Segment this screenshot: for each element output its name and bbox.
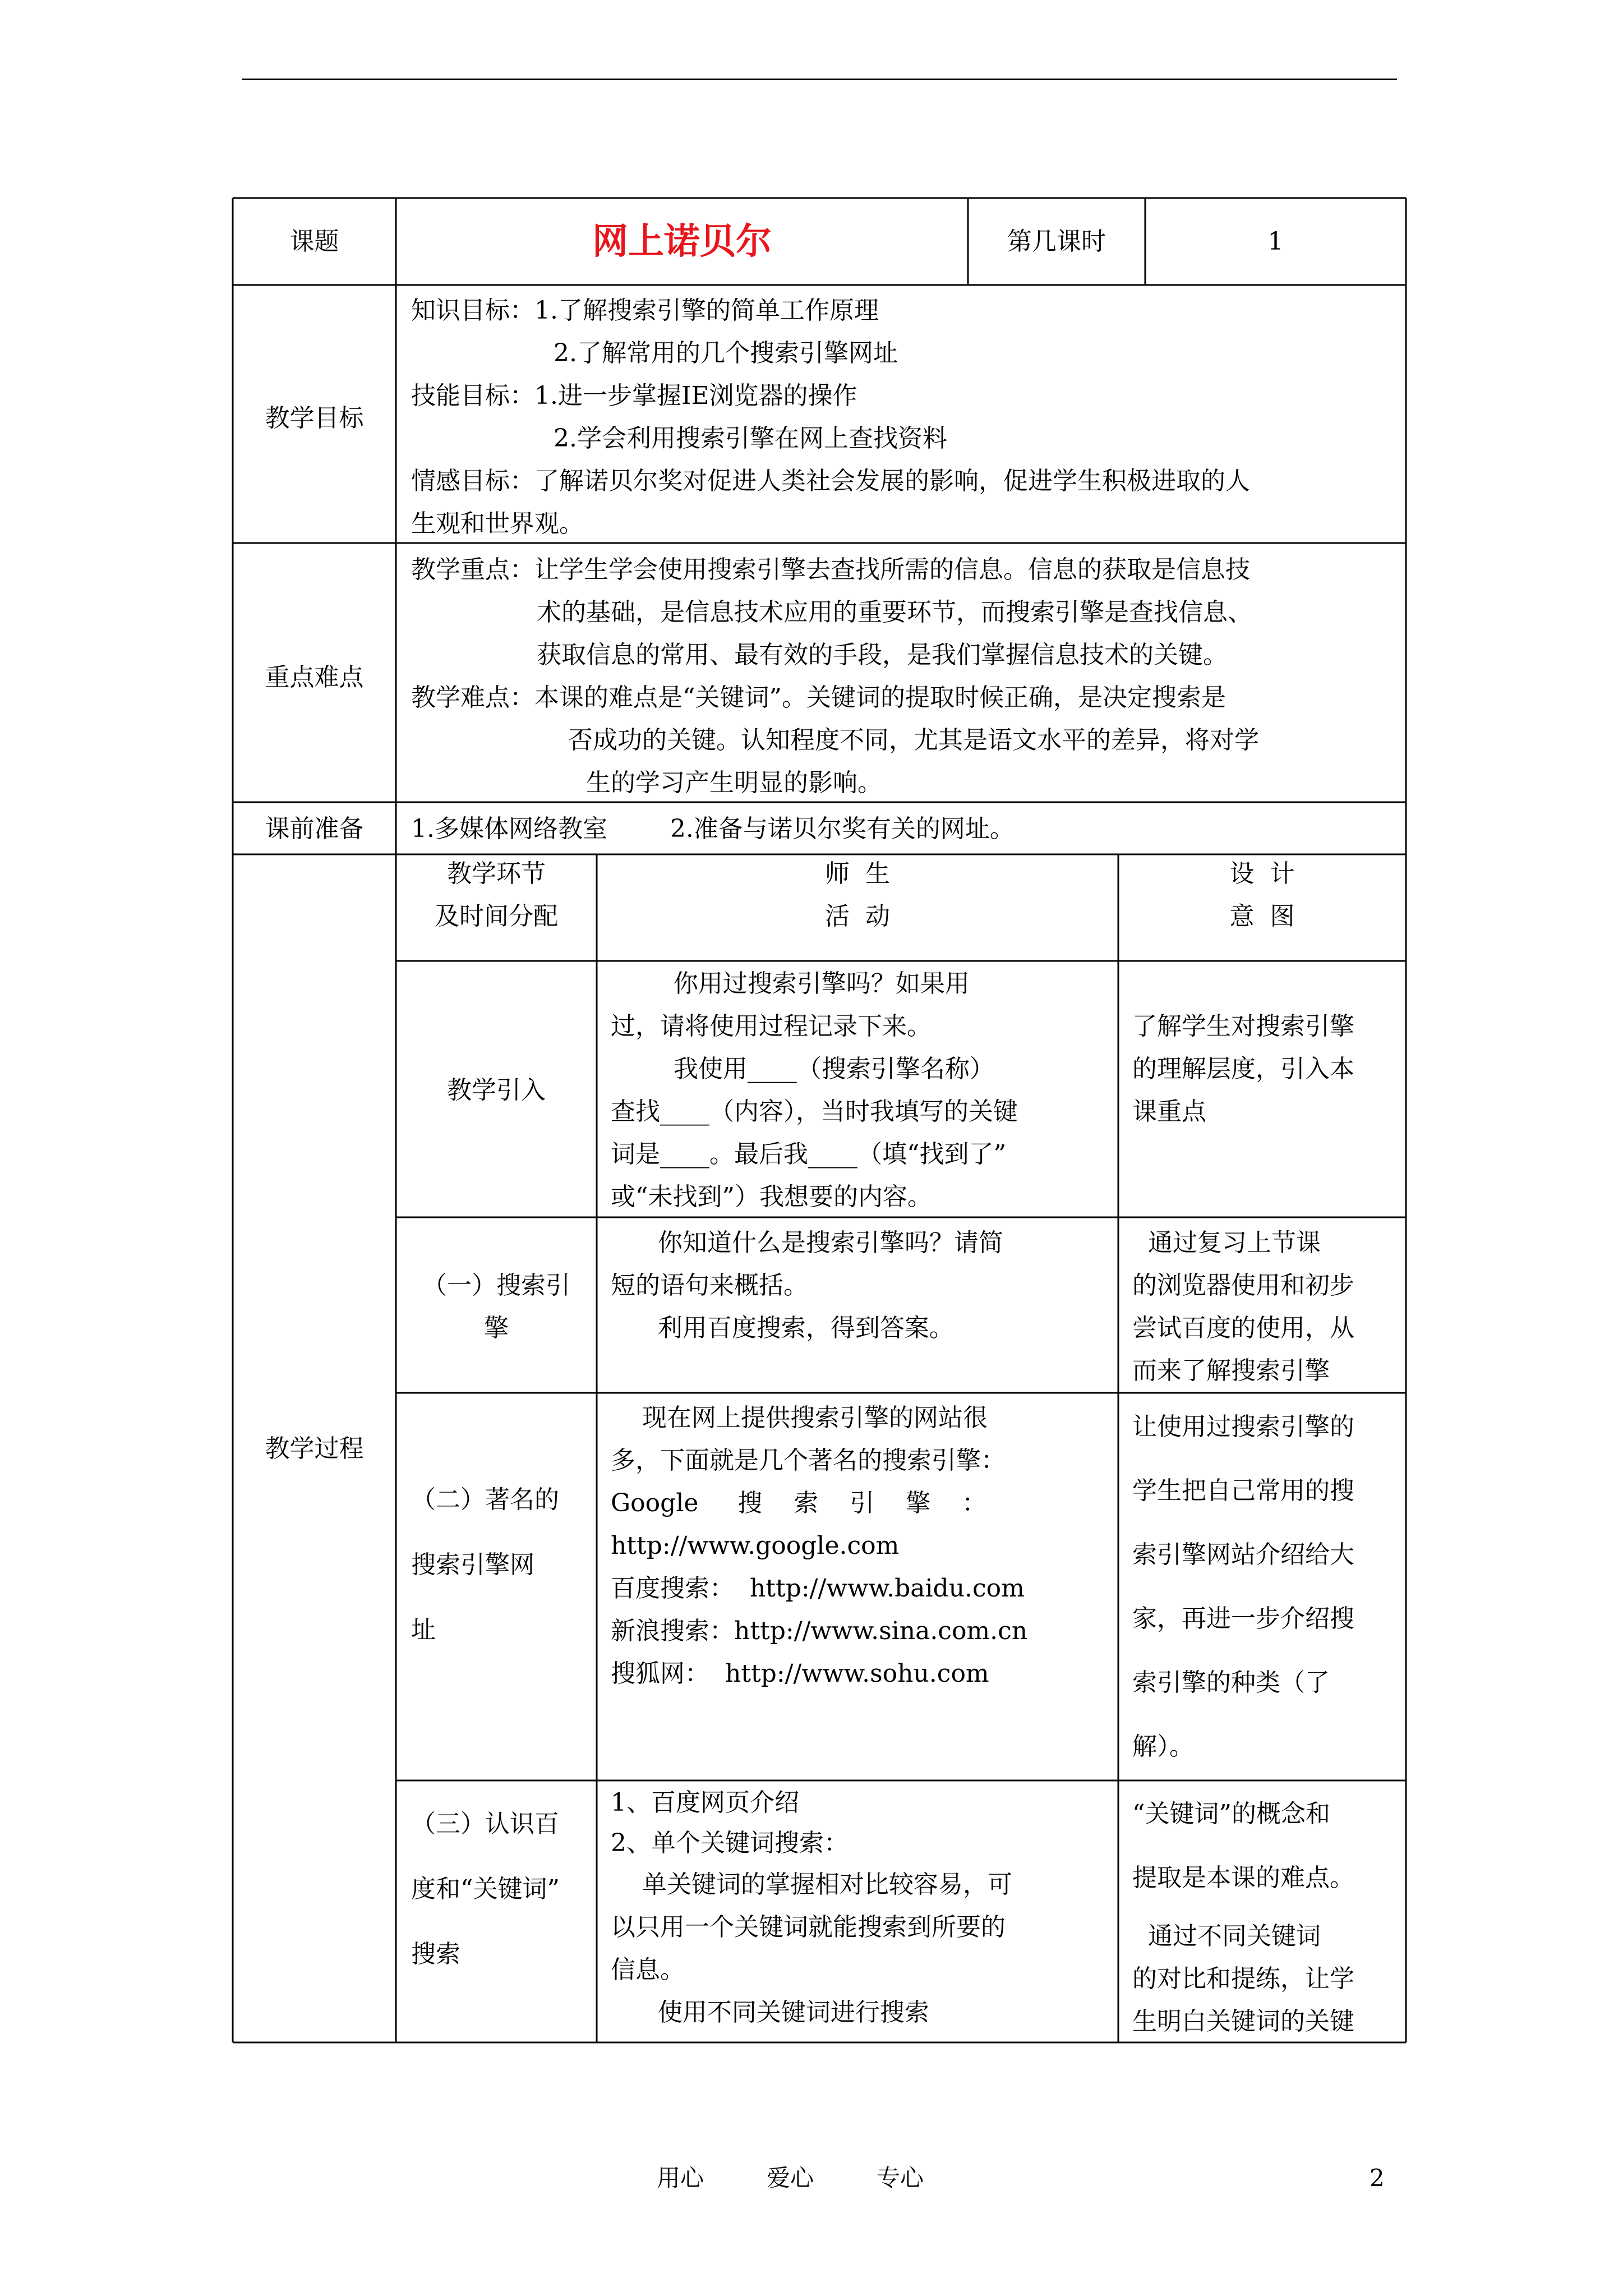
intent-line: 的浏览器使用和初步 [1132, 1271, 1354, 1300]
preparation-label: 课前准备 [265, 815, 364, 843]
key-point-line: 生的学习产生明显的影响。 [586, 769, 882, 797]
activity-line: 我使用____（搜索引擎名称） [611, 1055, 994, 1083]
stage-cell: （一）搜索引 [422, 1271, 570, 1300]
activity-line: 现在网上提供搜索引擎的网站很 [611, 1404, 988, 1432]
header-rule [242, 79, 1397, 80]
activity-line: 过，请将使用过程记录下来。 [611, 1012, 932, 1041]
intent-line: 通过不同关键词 [1132, 1922, 1321, 1950]
intent-header: 设 计 [1229, 859, 1295, 888]
key-point-line: 术的基础，是信息技术应用的重要环节，而搜索引擎是查找信息、 [537, 598, 1252, 627]
intent-line: 生明白关键词的关键 [1132, 2007, 1354, 2036]
objective-line: 知识目标：1.了解搜索引擎的简单工作原理 [411, 296, 879, 325]
intent-line: 索引擎的种类（了 [1132, 1668, 1330, 1697]
activity-line: 你知道什么是搜索引擎吗？请简 [611, 1228, 1003, 1257]
objective-line: 技能目标：1.进一步掌握IE浏览器的操作 [411, 381, 857, 410]
topic-label: 课题 [289, 227, 339, 256]
activity-header: 活 动 [825, 902, 890, 931]
intent-line: 了解学生对搜索引擎 [1132, 1012, 1354, 1041]
activity-line: 或“未找到”）我想要的内容。 [611, 1182, 932, 1211]
lesson-label: 第几课时 [1007, 227, 1106, 256]
intent-line: “关键词”的概念和 [1132, 1800, 1330, 1828]
stage-header: 教学环节 [447, 859, 546, 888]
objective-line: 生观和世界观。 [411, 509, 584, 538]
intent-line: 索引擎网站介绍给大 [1132, 1540, 1354, 1569]
objective-line: 2.学会利用搜索引擎在网上查找资料 [554, 424, 947, 453]
intent-header: 意 图 [1229, 902, 1295, 931]
intent-line: 让使用过搜索引擎的 [1132, 1412, 1354, 1441]
objectives-label: 教学目标 [265, 404, 364, 432]
activity-line: 以只用一个关键词就能搜索到所要的 [611, 1913, 1006, 1941]
stage-cell: 搜索引擎网 [411, 1550, 534, 1579]
activity-line: http://www.google.com [611, 1531, 900, 1560]
activity-line: 百度搜索： http://www.baidu.com [611, 1574, 1025, 1603]
stage-cell: 搜索 [411, 1940, 460, 1968]
intent-line: 家，再进一步介绍搜 [1132, 1604, 1354, 1633]
page-title: 网上诺贝尔 [592, 220, 772, 263]
activity-line: 使用不同关键词进行搜索 [611, 1998, 929, 2027]
key-point-line: 获取信息的常用、最有效的手段，是我们掌握信息技术的关键。 [537, 641, 1228, 669]
footer-motto: 爱心 [767, 2164, 814, 2192]
objective-line: 2.了解常用的几个搜索引擎网址 [554, 339, 898, 367]
key-points-label: 重点难点 [265, 663, 364, 692]
preparation-text: 1.多媒体网络教室 2.准备与诺贝尔奖有关的网址。 [411, 815, 1015, 843]
activity-line: 查找____（内容），当时我填写的关键 [611, 1097, 1018, 1126]
lesson-number: 1 [1267, 227, 1284, 256]
process-label: 教学过程 [265, 1434, 364, 1463]
intent-line: 尝试百度的使用，从 [1132, 1314, 1354, 1342]
activity-line: 信息。 [611, 1955, 685, 1984]
intent-line: 而来了解搜索引擎 [1132, 1356, 1330, 1385]
page-number: 2 [1370, 2164, 1385, 2192]
activity-line: 短的语句来概括。 [611, 1271, 808, 1300]
intent-line: 课重点 [1132, 1097, 1206, 1126]
activity-line: 你用过搜索引擎吗？如果用 [611, 969, 970, 998]
activity-line: 1、百度网页介绍 [611, 1788, 799, 1817]
footer-motto: 专心 [877, 2164, 924, 2192]
activity-line: 单关键词的掌握相对比较容易，可 [611, 1870, 1012, 1899]
key-point-line: 教学难点：本课的难点是“关键词”。关键词的提取时候正确，是决定搜索是 [411, 683, 1226, 712]
activity-line: 新浪搜索：http://www.sina.com.cn [611, 1617, 1028, 1645]
stage-cell: 擎 [484, 1314, 509, 1342]
stage-cell: 度和“关键词” [411, 1875, 560, 1903]
stage-cell: （三）认识百 [411, 1810, 559, 1838]
activity-line: 利用百度搜索，得到答案。 [611, 1314, 954, 1342]
objective-line: 情感目标：了解诺贝尔奖对促进人类社会发展的影响，促进学生积极进取的人 [411, 467, 1250, 495]
stage-cell: 址 [411, 1616, 436, 1644]
intent-line: 提取是本课的难点。 [1132, 1864, 1354, 1892]
stage-cell: （二）著名的 [411, 1485, 559, 1514]
intent-line: 的理解层度，引入本 [1132, 1055, 1354, 1083]
footer-motto: 用心 [657, 2164, 704, 2192]
activity-line: 2、单个关键词搜索： [611, 1829, 849, 1857]
stage-header: 及时间分配 [435, 902, 558, 931]
intent-line: 解）。 [1132, 1732, 1194, 1761]
key-point-line: 否成功的关键。认知程度不同，尤其是语文水平的差异，将对学 [568, 726, 1259, 754]
intent-line: 学生把自己常用的搜 [1132, 1476, 1354, 1505]
activity-line: 搜狐网： http://www.sohu.com [611, 1659, 989, 1688]
activity-line: 词是____。最后我____（填“找到了” [611, 1140, 1006, 1168]
activity-line: Google 搜 索 引 擎 ： [611, 1489, 987, 1517]
key-point-line: 教学重点：让学生学会使用搜索引擎去查找所需的信息。信息的获取是信息技 [411, 555, 1250, 584]
activity-line: 多，下面就是几个著名的搜索引擎： [611, 1446, 1006, 1475]
activity-header: 师 生 [825, 859, 890, 888]
intent-line: 的对比和提练，让学 [1132, 1964, 1354, 1993]
intent-line: 通过复习上节课 [1132, 1228, 1321, 1257]
stage-cell: 教学引入 [447, 1076, 546, 1105]
